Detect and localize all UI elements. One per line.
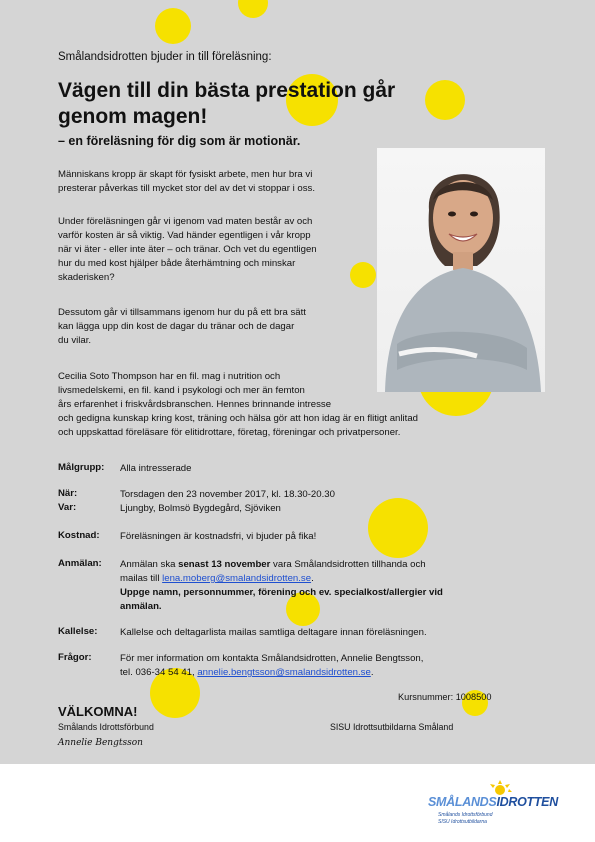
smalandsidrotten-logo xyxy=(428,778,578,834)
text-line: skaderisken? xyxy=(58,272,115,283)
text-line: kan lägga upp din kost de dagar du tränar och de dagar xyxy=(58,321,295,332)
registration-requirements: Uppge namn, personnummer, förening och ev. specialkost/allergier vid xyxy=(120,587,443,598)
page-title xyxy=(58,78,488,130)
text-line: och uppskattad föreläsare för elitidrottare, företag, föreningar och privatpersoner. xyxy=(58,427,401,438)
title-line: genom magen! xyxy=(58,105,208,128)
text-line: varför kosten är så viktig. Vad händer egentligen i vår kropp xyxy=(58,230,311,241)
where-label: Var: xyxy=(58,502,77,513)
registration-details xyxy=(120,558,520,614)
contact-email-link[interactable]: annelie.bengtsson@smalandsidrotten.se xyxy=(197,667,371,678)
cost-label: Kostnad: xyxy=(58,530,100,541)
yellow-dot-decoration xyxy=(368,498,428,558)
questions-details xyxy=(120,652,520,680)
paragraph-intro xyxy=(58,168,498,196)
contact-line: tel. 036-34 54 41, annelie.bengtsson@smalandsidrotten.se. xyxy=(120,667,374,678)
text-line: och gedigna kunskap kring kost, träning och hälsa gör att hon idag är en flitigt anlitad xyxy=(58,413,418,424)
text-line: hur du med kost hjälper både återhämtning och minskar xyxy=(58,258,296,269)
organization-left: Smålands Idrottsförbund xyxy=(58,722,154,732)
yellow-dot-decoration xyxy=(155,8,191,44)
questions-label: Frågor: xyxy=(58,652,92,663)
welcome-heading: VÄLKOMNA! xyxy=(58,704,138,719)
paragraph-content xyxy=(58,215,498,285)
paragraph-speaker-bio xyxy=(58,370,498,440)
signature: Annelie Bengtsson xyxy=(58,738,143,748)
text-line: du vilar. xyxy=(58,335,92,346)
registration-label: Anmälan: xyxy=(58,558,102,569)
text-line: livsmedelskemi, en fil. kand i psykologi och mer än femton xyxy=(58,385,305,396)
registration-email-line: mailas till lena.moberg@smalandsidrotten.se. xyxy=(120,573,314,584)
registration-deadline: senast 13 november xyxy=(178,559,271,570)
where-value: Ljungby, Bolmsö Bygdegård, Sjöviken xyxy=(120,503,281,514)
text-line: Människans kropp är skapt för fysiskt arbete, men hur bra vi xyxy=(58,169,313,180)
text-line: För mer information om kontakta Smålandsidrotten, Annelie Bengtsson, xyxy=(120,653,424,664)
logo-tagline: Smålands Idrottsförbund xyxy=(438,812,493,818)
logo-wordmark: SMÅLANDSIDROTTEN xyxy=(428,795,558,809)
title-line: Vägen till din bästa prestation går xyxy=(58,79,396,102)
text-line: Cecilia Soto Thompson har en fil. mag i nutrition och xyxy=(58,371,281,382)
registration-line: Anmälan ska senast 13 november vara Smålandsidrotten tillhanda och xyxy=(120,559,426,570)
logo-tagline: SISU Idrottsutbildarna xyxy=(438,819,487,825)
footer xyxy=(0,764,595,842)
course-number: Kursnummer: 1008500 xyxy=(398,692,492,702)
target-group-label: Målgrupp: xyxy=(58,462,105,473)
notice-label: Kallelse: xyxy=(58,626,98,637)
paragraph-diet xyxy=(58,306,498,348)
text-line: års erfarenhet i friskvårdsbranschen. Hennes brinnande intresse xyxy=(58,399,332,410)
text-line: när vi äter - eller inte äter – och tränar. Och vet du egentligen xyxy=(58,244,317,255)
notice-value: Kallelse och deltagarlista mailas samtliga deltagare innan föreläsningen. xyxy=(120,627,427,638)
when-value: Torsdagen den 23 november 2017, kl. 18.30-20.30 xyxy=(120,489,335,500)
registration-requirements: anmälan. xyxy=(120,601,162,612)
cost-value: Föreläsningen är kostnadsfri, vi bjuder på fika! xyxy=(120,531,317,542)
text-line: Dessutom går vi tillsammans igenom hur du på ett bra sätt xyxy=(58,307,306,318)
page-subtitle: – en föreläsning för dig som är motionär. xyxy=(58,134,301,148)
yellow-dot-decoration xyxy=(238,0,268,18)
text-line: presterar påverkas till mycket stor del av det vi stoppar i oss. xyxy=(58,183,315,194)
organization-right: SISU Idrottsutbildarna Småland xyxy=(330,722,454,732)
registration-email-link[interactable]: lena.moberg@smalandsidrotten.se xyxy=(162,573,312,584)
target-group-value: Alla intresserade xyxy=(120,463,192,474)
text-line: Under föreläsningen går vi igenom vad maten består av och xyxy=(58,216,313,227)
invitation-intro: Smålandsidrotten bjuder in till föreläsning: xyxy=(58,51,272,63)
when-label: När: xyxy=(58,488,78,499)
